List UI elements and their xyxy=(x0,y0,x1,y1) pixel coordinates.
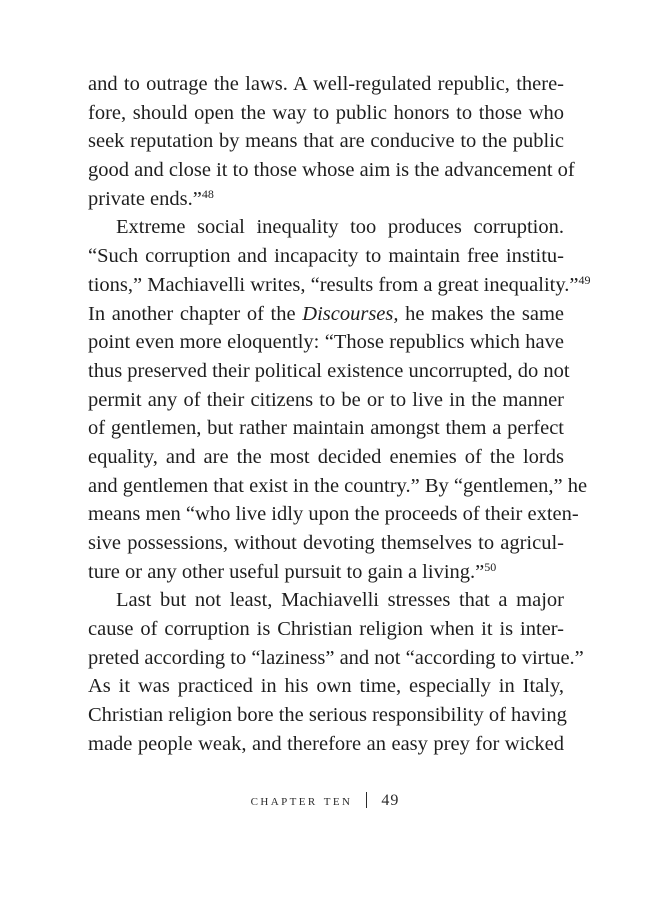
footer-separator xyxy=(366,792,367,808)
text-line xyxy=(88,185,564,214)
footnote-marker[interactable]: 48 xyxy=(201,186,214,201)
text-line xyxy=(88,529,564,558)
text-segment: of gentlemen, but rather maintain amongst them a perfect xyxy=(88,417,564,440)
book-title-italic: Discourses, xyxy=(302,302,399,325)
text-segment: cause of corruption is Christian religion when it is inter- xyxy=(88,618,564,641)
text-line xyxy=(88,672,564,701)
text-segment: sive possessions, without devoting themselves to agricul- xyxy=(88,532,564,554)
text-segment: thus preserved their political existence uncorrupted, do not xyxy=(88,359,570,382)
text-segment: Last but not least, Machiavelli stresses that a major xyxy=(116,589,564,612)
text-segment: seek reputation by means that are conducive to the public xyxy=(88,130,564,153)
text-line xyxy=(88,242,564,271)
text-segment: permit any of their citizens to be or to live in the manner xyxy=(88,388,564,411)
text-segment: means men “who live idly upon the proceeds of their exten- xyxy=(88,503,579,526)
text-segment: In another chapter of the xyxy=(88,302,303,325)
running-head: chapter ten xyxy=(250,793,353,809)
page-number: 49 xyxy=(381,792,400,809)
text-line xyxy=(88,500,579,529)
text-segment: equality, and are the most decided enemies of the lords xyxy=(88,445,564,468)
text-line xyxy=(88,586,564,615)
text-segment: made people weak, and therefore an easy prey for wicked xyxy=(88,732,564,755)
text-line xyxy=(88,443,564,472)
text-segment: Christian religion bore the serious responsibility of having xyxy=(88,704,567,727)
text-line xyxy=(88,558,564,587)
text-line xyxy=(88,357,570,386)
footnote-marker[interactable]: 49 xyxy=(578,272,591,287)
text-line xyxy=(88,414,564,443)
text-segment: As it was practiced in his own time, especially in Italy, xyxy=(88,675,564,698)
text-segment: good and close it to those whose aim is the advancement of xyxy=(88,159,575,182)
text-segment: private ends.” xyxy=(88,187,202,210)
text-line xyxy=(88,99,564,128)
text-segment: he makes the same xyxy=(398,302,564,325)
text-segment: fore, should open the way to public honors to those who xyxy=(88,101,564,124)
text-segment: ture or any other useful pursuit to gain a living.” xyxy=(88,560,485,583)
page-footer xyxy=(0,792,650,810)
text-line xyxy=(88,300,564,329)
text-segment: and to outrage the laws. A well-regulated republic, there- xyxy=(88,73,564,95)
text-segment: preted according to “laziness” and not “according to virtue.” xyxy=(88,646,584,669)
text-line xyxy=(88,70,564,99)
text-line xyxy=(88,386,564,415)
text-segment: point even more eloquently: “Those republics which have xyxy=(88,331,564,354)
body-text xyxy=(88,70,591,759)
text-segment: tions,” Machiavelli writes, “results from a great inequality.” xyxy=(88,273,579,296)
text-segment: and gentlemen that exist in the country.” By “gentlemen,” he xyxy=(88,474,588,497)
text-line xyxy=(88,127,564,156)
text-line xyxy=(88,213,564,242)
text-segment: Extreme social inequality too produces corruption. xyxy=(116,216,564,239)
text-line xyxy=(88,271,591,300)
text-line xyxy=(88,472,588,501)
text-line xyxy=(88,730,564,759)
text-line xyxy=(88,328,564,357)
text-line xyxy=(88,701,567,730)
text-line xyxy=(88,615,564,644)
text-line xyxy=(88,644,584,673)
text-segment: “Such corruption and incapacity to maintain free institu- xyxy=(88,245,564,268)
text-line xyxy=(88,156,575,185)
footnote-marker[interactable]: 50 xyxy=(484,559,497,574)
